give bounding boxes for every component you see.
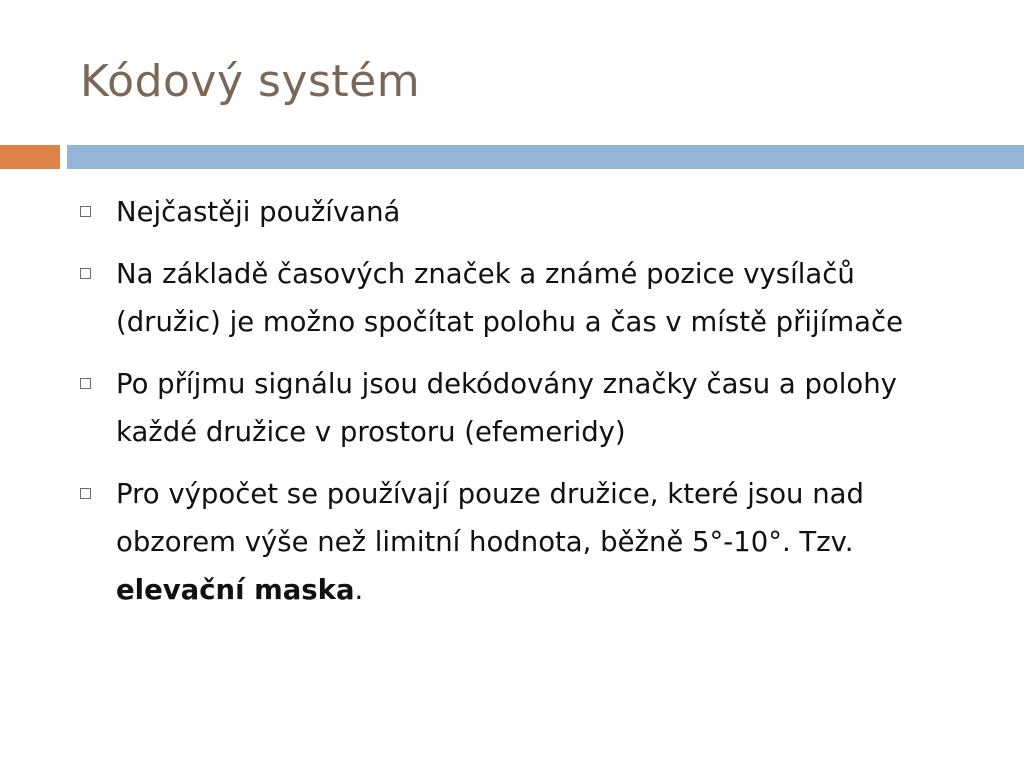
bullet-item bbox=[80, 188, 960, 236]
bullet-text: Po příjmu signálu jsou dekódovány značky času a polohy každé družice v prostoru (efemeridy) bbox=[116, 368, 897, 448]
bullet-item bbox=[80, 360, 960, 456]
hollow-square-icon bbox=[80, 268, 91, 279]
bullet-text: Na základě časových značek a známé pozice vysílačů (družic) je možno spočítat polohu a čas v místě přijímače bbox=[116, 258, 904, 338]
bullet-emphasis: elevační maska bbox=[116, 574, 355, 606]
title-rule-orange bbox=[0, 145, 60, 169]
hollow-square-icon bbox=[80, 206, 91, 217]
hollow-square-icon bbox=[80, 488, 91, 499]
bullet-text-end: . bbox=[354, 574, 364, 606]
bullet-item bbox=[80, 470, 960, 614]
bullet-item bbox=[80, 250, 960, 346]
title-rule-blue bbox=[67, 145, 1024, 169]
slide-title: Kódový systém bbox=[80, 56, 421, 107]
bullet-text: Nejčastěji používaná bbox=[116, 196, 401, 228]
hollow-square-icon bbox=[80, 378, 91, 389]
bullet-list bbox=[80, 188, 960, 628]
bullet-text: Pro výpočet se používají pouze družice, které jsou nad obzorem výše než limitní hodnota, běžně 5°-10°. Tzv. bbox=[116, 478, 864, 558]
